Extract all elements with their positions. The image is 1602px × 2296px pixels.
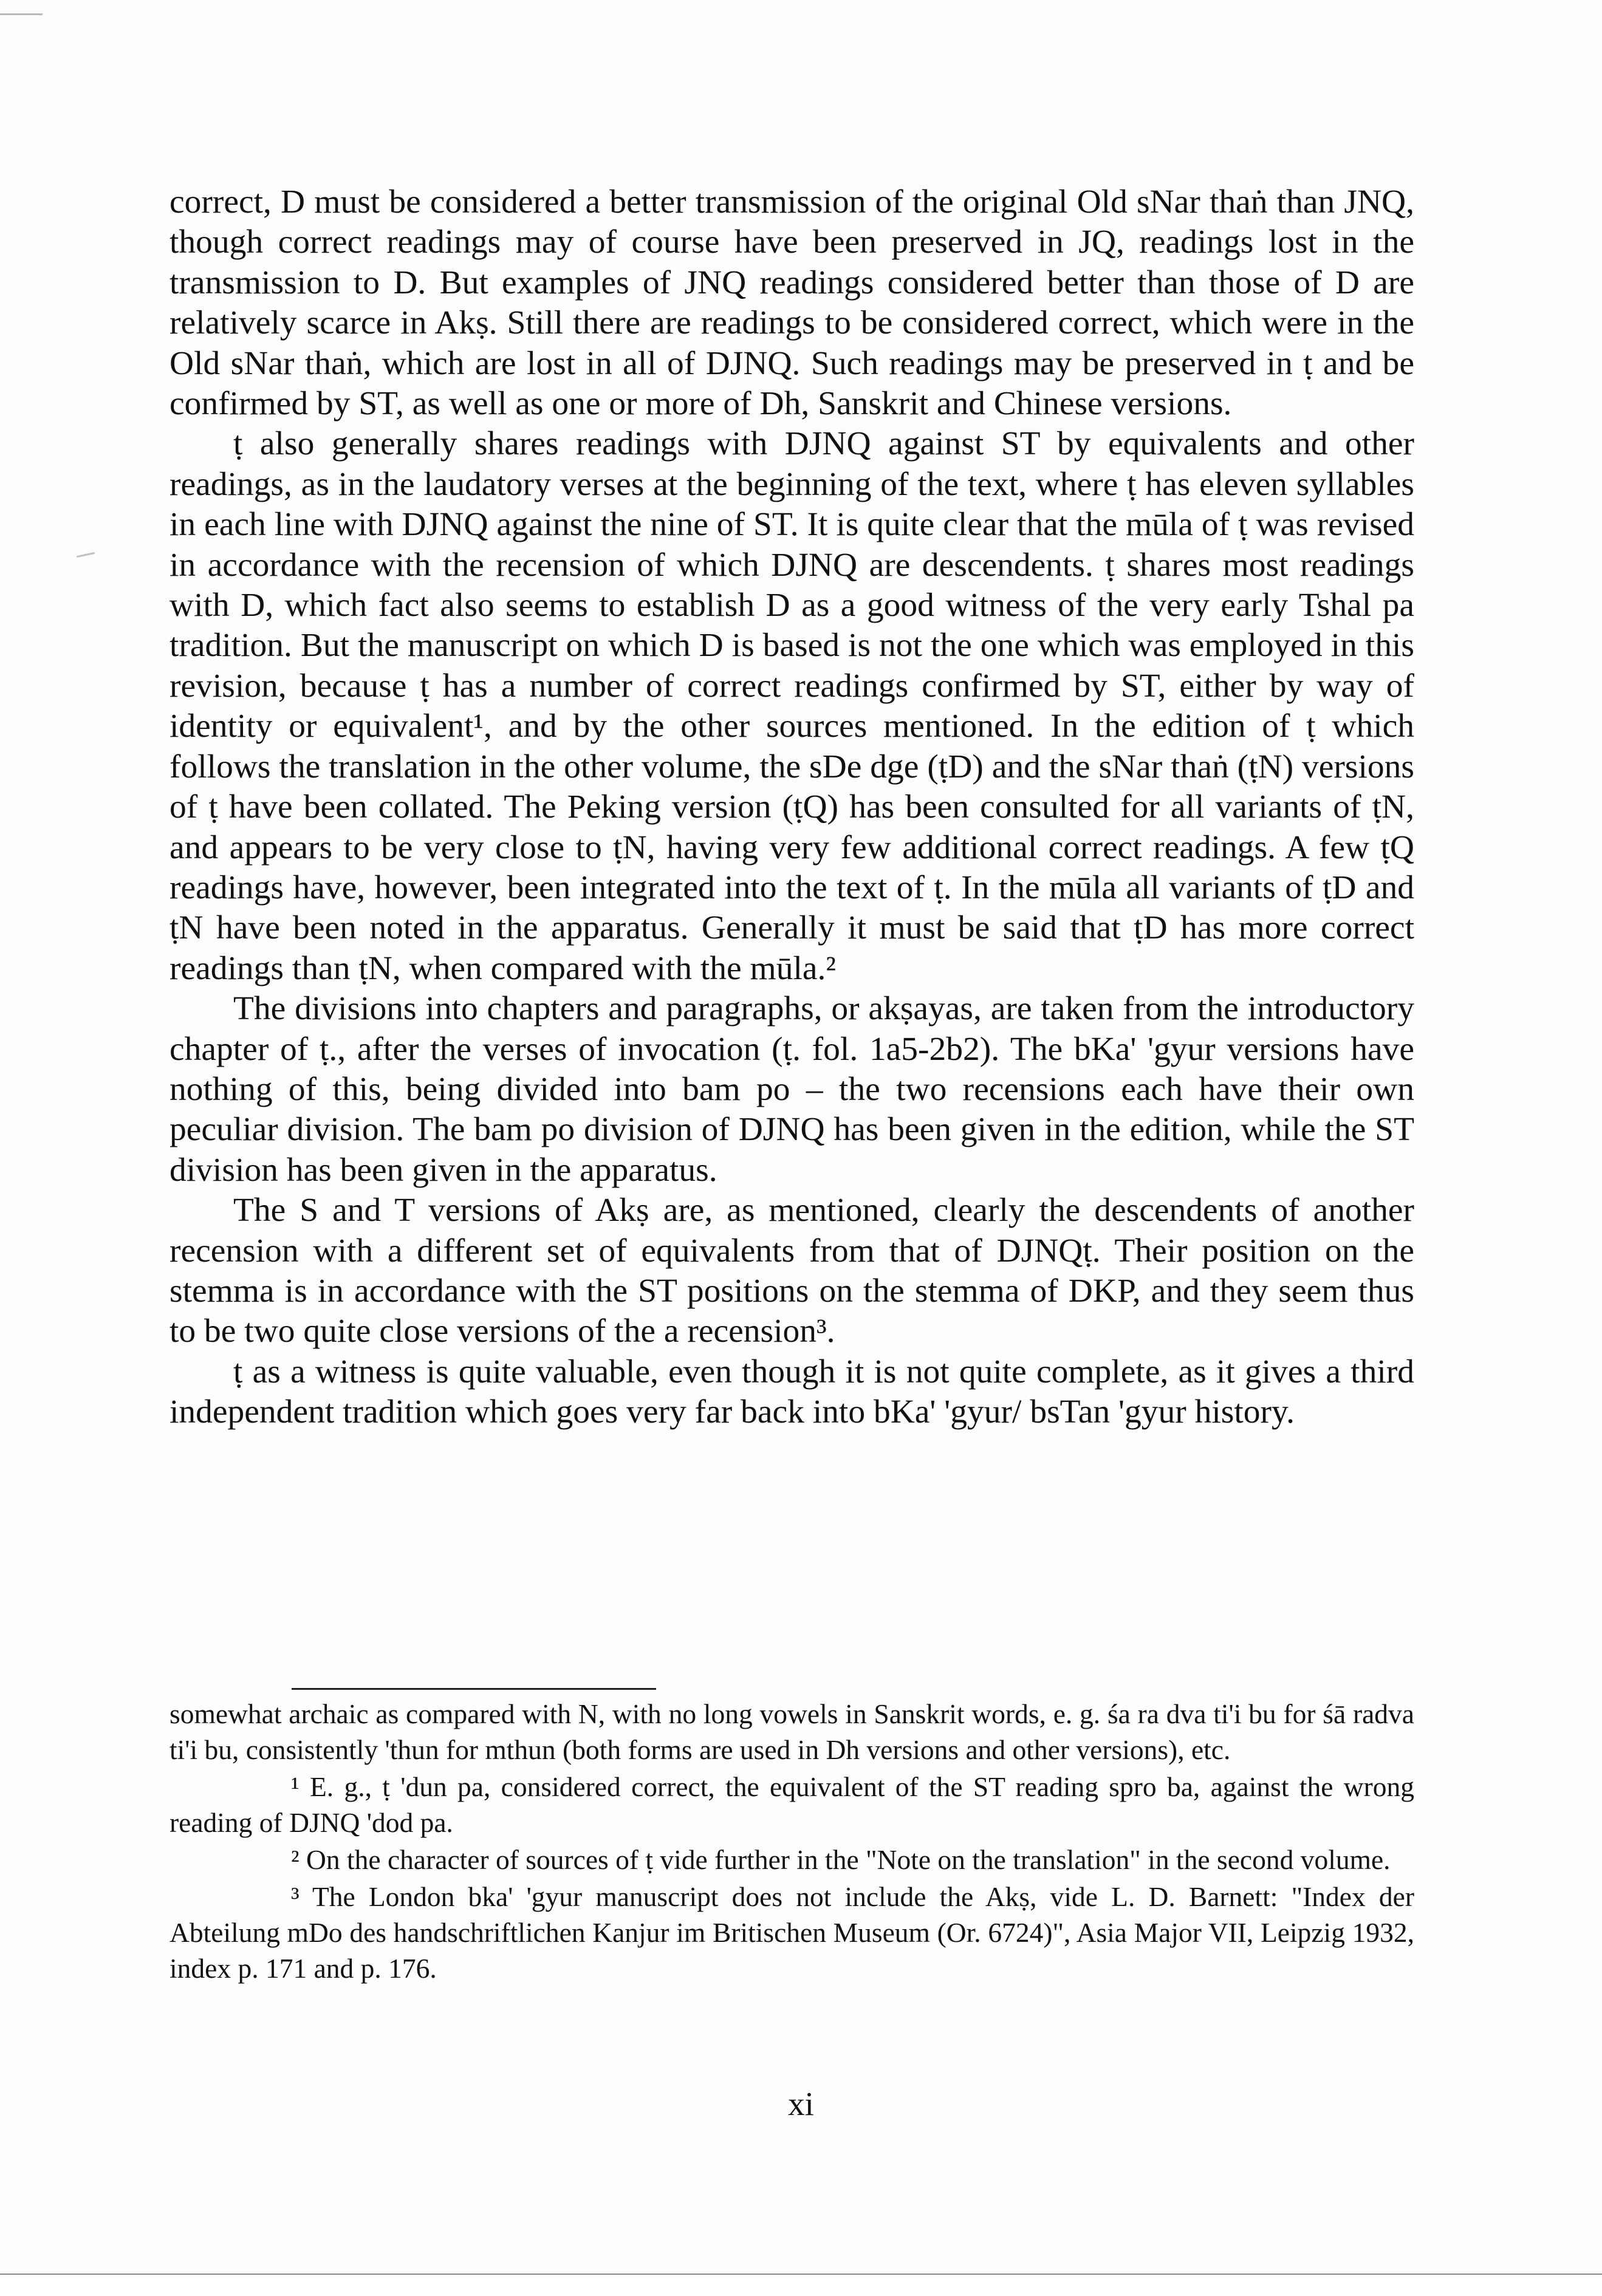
footnote-separator (292, 1688, 656, 1690)
footnote-1: ¹ E. g., ṭ 'dun pa, considered correct, the equivalent of the ST reading spro ba, against the wrong reading of DJNQ 'dod pa. (169, 1771, 1414, 1838)
footnote-2: ² On the character of sources of ṭ vide further in the "Note on the translation" in the second volume. (291, 1844, 1391, 1875)
margin-pencil-mark (77, 552, 95, 558)
body-text (169, 182, 1414, 1433)
body-paragraph-5: ṭ as a witness is quite valuable, even though it is not quite complete, as it gives a third independent tradition which goes very far back into bKa' 'gyur/ bsTan 'gyur history. (169, 1353, 1414, 1431)
footnotes (169, 1696, 1414, 1987)
footnote-continuation: somewhat archaic as compared with N, with no long vowels in Sanskrit words, e. g. śa ra dva ti'i bu for śā radva ti'i bu, consistently 'thun for mthun (both forms are used in Dh versions and other versions), etc. (169, 1698, 1414, 1765)
footnote-3: ³ The London bka' 'gyur manuscript does not include the Akṣ, vide L. D. Barnett: "Index der Abteilung mDo des handschriftlichen Kanjur im Britischen Museum (Or. 6724)", Asia Major VII, Leipzig 1932, index p. 171 and p. 176. (169, 1881, 1414, 1984)
body-paragraph-2: ṭ also generally shares readings with DJNQ against ST by equivalents and other readings, as in the laudatory verses at the beginning of the text, where ṭ has eleven syllables in each line with DJNQ against the nine of ST. It is quite clear that the mūla of ṭ was revised in accordance with the recension of which DJNQ are descendents. ṭ shares most readings with D, which fact also seems to establish D as a good witness of the very early Tshal pa tradition. But the manuscript on which D is based is not the one which was employed in this revision, because ṭ has a number of correct readings confirmed by ST, either by way of identity or equivalent¹, and by the other sources mentioned. In the edition of ṭ which follows the translation in the other volume, the sDe dge (ṭD) and the sNar thaṅ (ṭN) versions of ṭ have been collated. The Peking version (ṭQ) has been consulted for all variants of ṭN, and appears to be very close to ṭN, having very few additional correct readings. A few ṭQ readings have, however, been integrated into the text of ṭ. In the mūla all variants of ṭD and ṭN have been noted in the apparatus. Generally it must be said that ṭD has more correct readings than ṭN, when compared with the mūla.² (169, 425, 1414, 987)
body-paragraph-4: The S and T versions of Akṣ are, as mentioned, clearly the descendents of another recension with a different set of equivalents from that of DJNQṭ. Their position on the stemma is in accordance with the ST positions on the stemma of DKP, and they seem thus to be two quite close versions of the a recension³. (169, 1192, 1414, 1350)
page-number: xi (788, 2085, 814, 2122)
body-paragraph-3: The divisions into chapters and paragraphs, or akṣayas, are taken from the introductory chapter of ṭ., after the verses of invocation (ṭ. fol. 1a5-2b2). The bKa' 'gyur versions have nothing of this, being divided into bam po – the two recensions each have their own peculiar division. The bam po division of DJNQ has been given in the edition, while the ST division has been given in the apparatus. (169, 990, 1414, 1189)
scan-bottom-edge (0, 2274, 1602, 2296)
body-paragraph-1: correct, D must be considered a better transmission of the original Old sNar thaṅ than JNQ, though correct readings may of course have been preserved in JQ, readings lost in the transmission to D. But examples of JNQ readings considered better than those of D are relatively scarce in Akṣ. Still there are readings to be considered correct, which were in the Old sNar thaṅ, which are lost in all of DJNQ. Such readings may be preserved in ṭ and be confirmed by ST, as well as one or more of Dh, Sanskrit and Chinese versions. (169, 183, 1414, 423)
scan-mark (0, 13, 43, 15)
